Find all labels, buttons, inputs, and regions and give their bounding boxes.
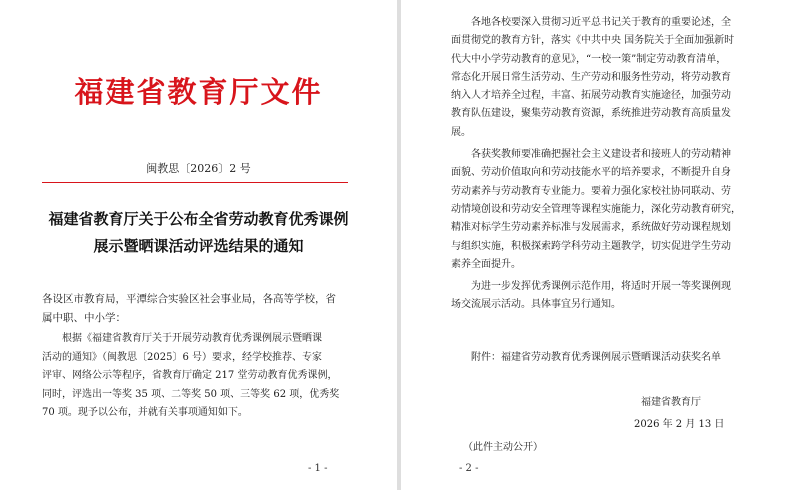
body-line: 活动的通知》（闽教思〔2025〕6 号）要求，经学校推荐、专家 — [42, 351, 322, 363]
body-line: 素养全面提升。 — [451, 258, 521, 270]
red-divider-line — [42, 182, 348, 183]
body-line: 同时，评选出一等奖 35 项、二等奖 50 项、三等奖 62 项，优秀奖 — [42, 388, 340, 400]
body-paragraph — [42, 330, 364, 423]
paragraph — [451, 278, 776, 315]
addressee-line: 属中职、中小学： — [42, 312, 126, 324]
body-line: 为进一步发挥优秀课例示范作用，将适时开展一等奖课例现 — [471, 281, 731, 293]
page-1 — [0, 0, 397, 490]
body-line: 各地各校要深入贯彻习近平总书记关于教育的重要论述，全 — [471, 17, 731, 28]
disclosure-note: （此件主动公开） — [463, 442, 543, 453]
document-title — [30, 206, 367, 260]
body-line: 根据《福建省教育厅关于开展劳动教育优秀课例展示暨晒课 — [62, 333, 322, 344]
body-line: 精准对标学生劳动素养标准与发展需求，系统做好劳动课程规划 — [451, 222, 731, 234]
issue-date: 2026 年 2 月 13 日 — [634, 419, 725, 430]
addressee — [42, 290, 362, 328]
body-line: 常态化开展日常生活劳动、生产劳动和服务性劳动，将劳动教育 — [451, 71, 731, 83]
page-2 — [401, 0, 798, 490]
page-number: - 2 - — [459, 463, 479, 474]
body-line: 纳入人才培养全过程，丰富、拓展劳动教育实施途径，加强劳动 — [451, 90, 731, 102]
body-line: 各获奖教师要准确把握社会主义建设者和接班人的劳动精神 — [471, 149, 731, 161]
document-masthead: 福建省教育厅文件 — [74, 75, 323, 109]
body-line: 劳动素养与劳动教育专业能力。要着力强化家校社协同联动、劳 — [451, 185, 731, 197]
body-text — [451, 14, 776, 315]
issuing-authority: 福建省教育厅 — [641, 397, 701, 408]
document-title-line: 展示暨晒课活动评选结果的通知 — [93, 237, 304, 255]
body-line: 展。 — [451, 126, 471, 138]
body-line: 评审、网络公示等程序，省教育厅确定 217 堂劳动教育优秀课例， — [42, 370, 338, 381]
paragraph — [451, 14, 776, 142]
body-line: 代大中小学劳动教育的意见》，“一校一策”制定劳动教育清单， — [451, 53, 727, 65]
body-line: 面贯彻党的教育方针，落实《中共中央 国务院关于全面加强新时 — [451, 35, 735, 47]
paragraph — [451, 146, 776, 274]
addressee-line: 各设区市教育局，平潭综合实验区社会事业局，各高等学校，省 — [42, 293, 336, 305]
body-line: 与组织实施，积极探索跨学科劳动主题教学，切实促进学生劳动 — [451, 240, 731, 252]
body-line: 面貌、劳动价值取向和劳动技能水平的培养要求，不断提升自身 — [451, 167, 731, 179]
attachment-note: 附件：福建省劳动教育优秀课例展示暨晒课活动获奖名单 — [471, 352, 721, 363]
body-line: 场交流展示活动。具体事宜另行通知。 — [451, 299, 621, 311]
body-line: 70 项。现予以公布，并就有关事项通知如下。 — [42, 407, 248, 418]
body-line: 动情境创设和劳动安全管理等课程实施能力，深化劳动教育研究， — [451, 203, 741, 215]
document-number: 闽教思〔2026〕2 号 — [146, 162, 251, 175]
document-title-line: 福建省教育厅关于公布全省劳动教育优秀课例 — [48, 210, 349, 228]
body-line: 教育队伍建设，聚集劳动教育资源，系统推进劳动教育高质量发 — [451, 108, 731, 120]
page-number: - 1 - — [308, 463, 328, 474]
